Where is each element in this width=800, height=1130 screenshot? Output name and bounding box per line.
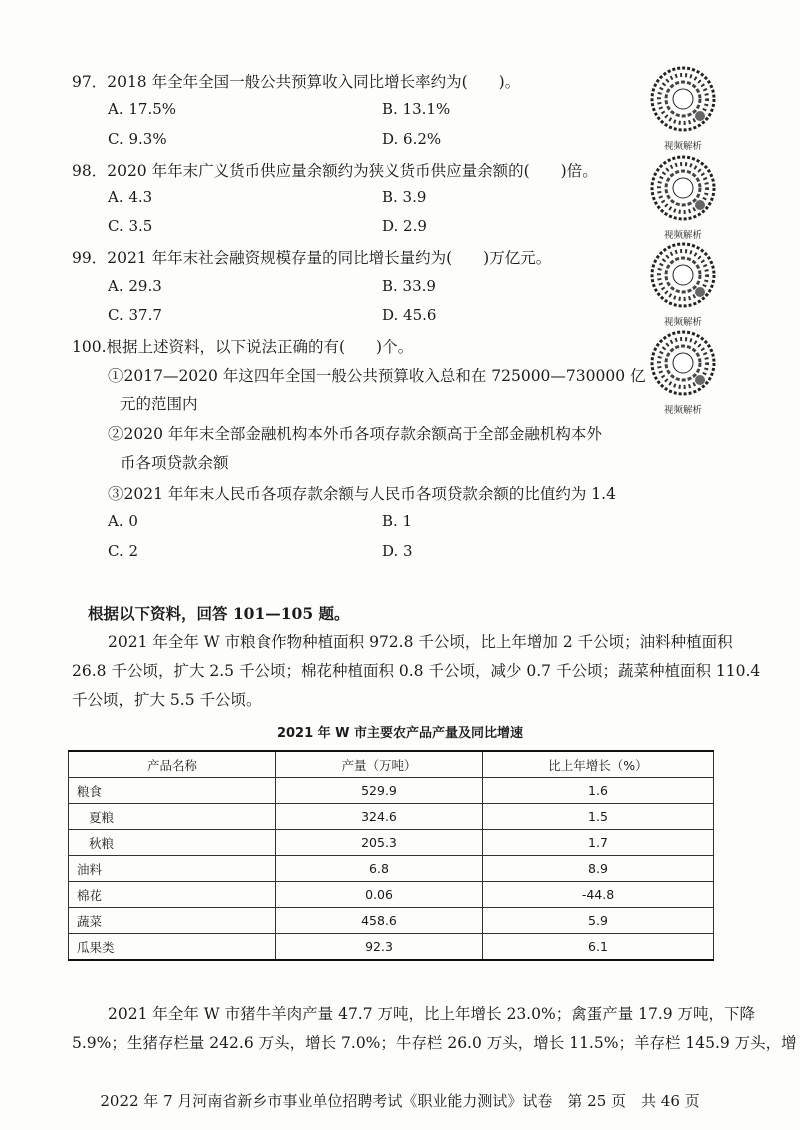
q99-option-c: C. 37.7 <box>108 306 162 324</box>
qr-code-q100[interactable] <box>650 330 716 416</box>
table-row <box>69 908 714 934</box>
cell-output: 0.06 <box>276 882 483 908</box>
q97-stem: 97．2018 年全年全国一般公共预算收入同比增长率约为( )。 <box>72 73 521 91</box>
section-title: 根据以下资料，回答 101—105 题。 <box>88 604 350 623</box>
qr-code-icon <box>650 155 716 221</box>
cell-growth: 8.9 <box>483 856 714 882</box>
paragraph-2-line-2: 5.9%；生猪存栏量 242.6 万头，增长 7.0%；牛存栏 26.0 万头，增长 11.5%；羊存栏 145.9 万头，增 <box>72 1034 797 1052</box>
cell-growth: 1.7 <box>483 830 714 856</box>
cell-name: 秋粮 <box>69 830 276 856</box>
cell-growth: 6.1 <box>483 934 714 961</box>
paragraph-1-line-3: 千公顷，扩大 5.5 千公顷。 <box>72 691 262 709</box>
q99-option-b: B. 33.9 <box>382 277 436 295</box>
q100-statement-2-line-1: ②2020 年年末全部金融机构本外币各项存款余额高于全部金融机构本外 <box>108 425 602 443</box>
q100-option-d: D. 3 <box>382 542 413 560</box>
q100-statement-2-line-2: 币各项贷款余额 <box>120 454 229 472</box>
cell-growth: -44.8 <box>483 882 714 908</box>
cell-name: 瓜果类 <box>69 934 276 961</box>
table-row <box>69 856 714 882</box>
cell-output: 458.6 <box>276 908 483 934</box>
cell-output: 205.3 <box>276 830 483 856</box>
q98-option-b: B. 3.9 <box>382 188 427 206</box>
cell-growth: 1.6 <box>483 778 714 804</box>
qr-code-q98[interactable] <box>650 155 716 241</box>
qr-label: 视频解析 <box>663 317 702 328</box>
page-footer: 2022 年 7 月河南省新乡市事业单位招聘考试《职业能力测试》试卷 第 25 页 共 46 页 <box>100 1092 700 1110</box>
q100-stem: 100.根据上述资料，以下说法正确的有( )个。 <box>72 338 414 356</box>
table-row <box>69 830 714 856</box>
qr-code-icon <box>650 66 716 132</box>
q100-statement-3: ③2021 年年末人民币各项存款余额与人民币各项贷款余额的比值约为 1.4 <box>108 485 616 503</box>
q98-stem: 98．2020 年年末广义货币供应量余额约为狭义货币供应量余额的( )倍。 <box>72 162 598 180</box>
cell-name: 油料 <box>69 856 276 882</box>
q97-option-a: A. 17.5% <box>108 100 177 118</box>
cell-name: 蔬菜 <box>69 908 276 934</box>
table-row <box>69 882 714 908</box>
cell-name: 棉花 <box>69 882 276 908</box>
table-header-row <box>69 751 714 778</box>
q98-option-c: C. 3.5 <box>108 217 153 235</box>
paragraph-1-line-1: 2021 年全年 W 市粮食作物种植面积 972.8 千公顷，比上年增加 2 千公顷；油料种植面积 <box>108 633 733 651</box>
cell-output: 92.3 <box>276 934 483 961</box>
table-title: 2021 年 W 市主要农产品产量及同比增速 <box>276 726 524 741</box>
q100-statement-1-line-1: ①2017—2020 年这四年全国一般公共预算收入总和在 725000—730000 亿 <box>108 367 646 385</box>
q99-stem: 99．2021 年年末社会融资规模存量的同比增长量约为( )万亿元。 <box>72 249 552 267</box>
qr-code-icon <box>650 330 716 396</box>
q99-option-a: A. 29.3 <box>108 277 162 295</box>
cell-name: 夏粮 <box>69 804 276 830</box>
cell-output: 529.9 <box>276 778 483 804</box>
q97-option-c: C. 9.3% <box>108 130 167 148</box>
cell-growth: 5.9 <box>483 908 714 934</box>
q97-option-d: D. 6.2% <box>382 130 442 148</box>
paragraph-2-line-1: 2021 年全年 W 市猪牛羊肉产量 47.7 万吨，比上年增长 23.0%；禽蛋产量 17.9 万吨，下降 <box>108 1005 756 1023</box>
paragraph-1-line-2: 26.8 千公顷，扩大 2.5 千公顷；棉花种植面积 0.8 千公顷，减少 0.7 千公顷；蔬菜种植面积 110.4 <box>72 662 761 680</box>
cell-growth: 1.5 <box>483 804 714 830</box>
cell-output: 6.8 <box>276 856 483 882</box>
qr-code-icon <box>650 242 716 308</box>
qr-label: 视频解析 <box>663 405 702 416</box>
q99-option-d: D. 45.6 <box>382 306 437 324</box>
cell-name: 粮食 <box>69 778 276 804</box>
q98-option-d: D. 2.9 <box>382 217 427 235</box>
qr-label: 视频解析 <box>663 230 702 241</box>
header-growth: 比上年增长（%） <box>483 751 714 778</box>
q100-option-c: C. 2 <box>108 542 139 560</box>
production-table <box>68 750 714 961</box>
q100-option-a: A. 0 <box>108 512 138 530</box>
qr-code-q97[interactable] <box>650 66 716 152</box>
q100-statement-1-line-2: 元的范围内 <box>120 395 198 413</box>
q98-option-a: A. 4.3 <box>108 188 153 206</box>
table-row <box>69 934 714 961</box>
cell-output: 324.6 <box>276 804 483 830</box>
table-row <box>69 778 714 804</box>
qr-code-q99[interactable] <box>650 242 716 328</box>
q100-option-b: B. 1 <box>382 512 413 530</box>
header-output: 产量（万吨） <box>276 751 483 778</box>
qr-label: 视频解析 <box>663 141 702 152</box>
header-product-name: 产品名称 <box>69 751 276 778</box>
table-row <box>69 804 714 830</box>
q97-option-b: B. 13.1% <box>382 100 451 118</box>
